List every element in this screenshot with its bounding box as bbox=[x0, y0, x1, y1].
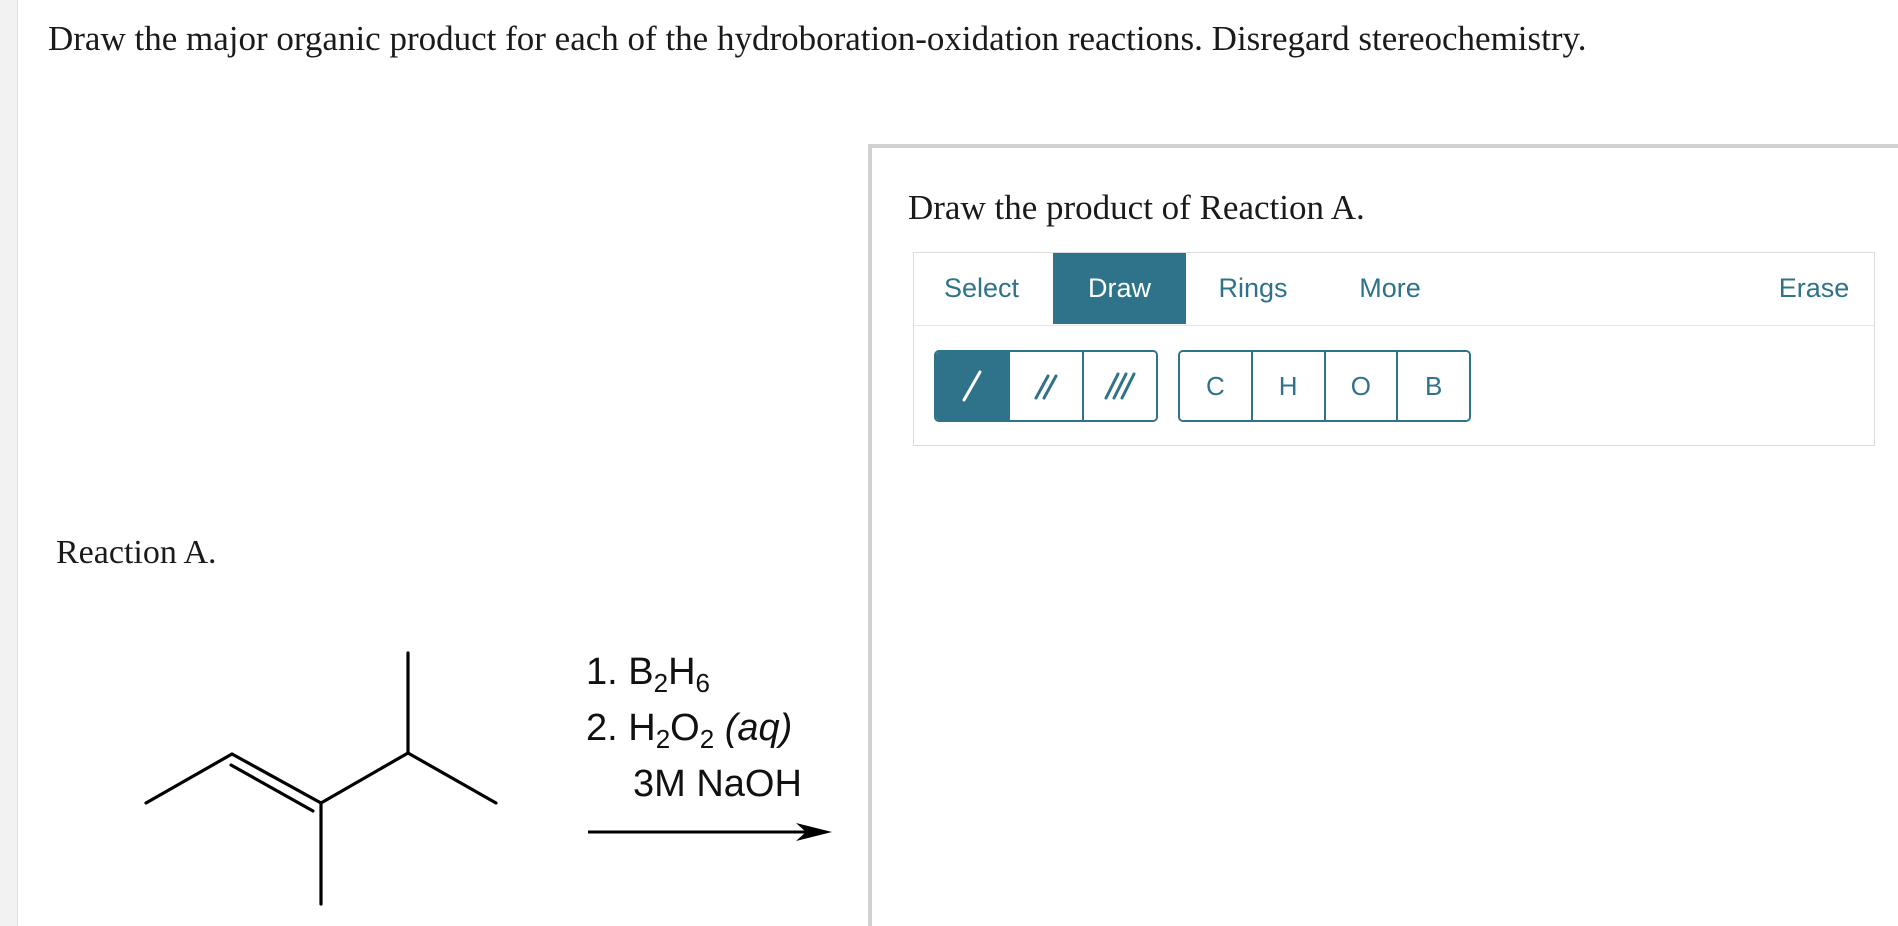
reaction-arrow bbox=[586, 820, 836, 850]
reactant-structure bbox=[130, 640, 510, 920]
triple-bond-icon bbox=[1100, 366, 1140, 406]
toolbar-tabs bbox=[914, 253, 1874, 326]
tab-draw[interactable]: Draw bbox=[1053, 253, 1186, 324]
drawing-toolbar bbox=[913, 252, 1875, 446]
tab-rings[interactable]: Rings bbox=[1218, 273, 1288, 303]
atom-tool-group bbox=[1178, 350, 1471, 422]
bond-c1-c2 bbox=[146, 754, 232, 803]
reagent-line-1: 1. $B_2H_6$ bbox=[586, 651, 710, 698]
reagent-line-2: 2. $H_2O_2$ (aq) bbox=[586, 707, 793, 754]
reaction-label: Reaction A. bbox=[56, 534, 217, 571]
left-rail bbox=[0, 0, 18, 926]
atom-b-button[interactable]: B bbox=[1398, 352, 1469, 420]
bond-c2-c3-double-a bbox=[232, 754, 321, 803]
panel-title: Draw the product of Reaction A. bbox=[908, 188, 1365, 227]
atom-h-button[interactable]: H bbox=[1253, 352, 1326, 420]
bond-c3-c4 bbox=[321, 753, 408, 803]
tab-select[interactable]: Select bbox=[943, 273, 1020, 303]
bond-c2-c3-double-b bbox=[231, 765, 313, 811]
tab-erase[interactable]: Erase bbox=[1778, 273, 1850, 303]
triple-bond-button[interactable] bbox=[1084, 352, 1156, 420]
tab-more[interactable]: More bbox=[1359, 273, 1421, 303]
drawing-panel bbox=[868, 144, 1898, 926]
question-text: Draw the major organic product for each of the hydroboration-oxidation reactions. Disregard stereochemistry. bbox=[48, 19, 1587, 58]
double-bond-button[interactable] bbox=[1010, 352, 1084, 420]
double-bond-icon bbox=[1028, 366, 1064, 406]
atom-o-button[interactable]: O bbox=[1326, 352, 1399, 420]
reagents-block bbox=[586, 644, 802, 812]
single-bond-button[interactable] bbox=[936, 352, 1010, 420]
bond-c4-methyl-right bbox=[408, 753, 496, 803]
reagent-line-3: 3M NaOH bbox=[633, 763, 802, 805]
bond-tool-group bbox=[934, 350, 1158, 422]
single-bond-icon bbox=[954, 366, 990, 406]
atom-c-button[interactable]: C bbox=[1180, 352, 1253, 420]
